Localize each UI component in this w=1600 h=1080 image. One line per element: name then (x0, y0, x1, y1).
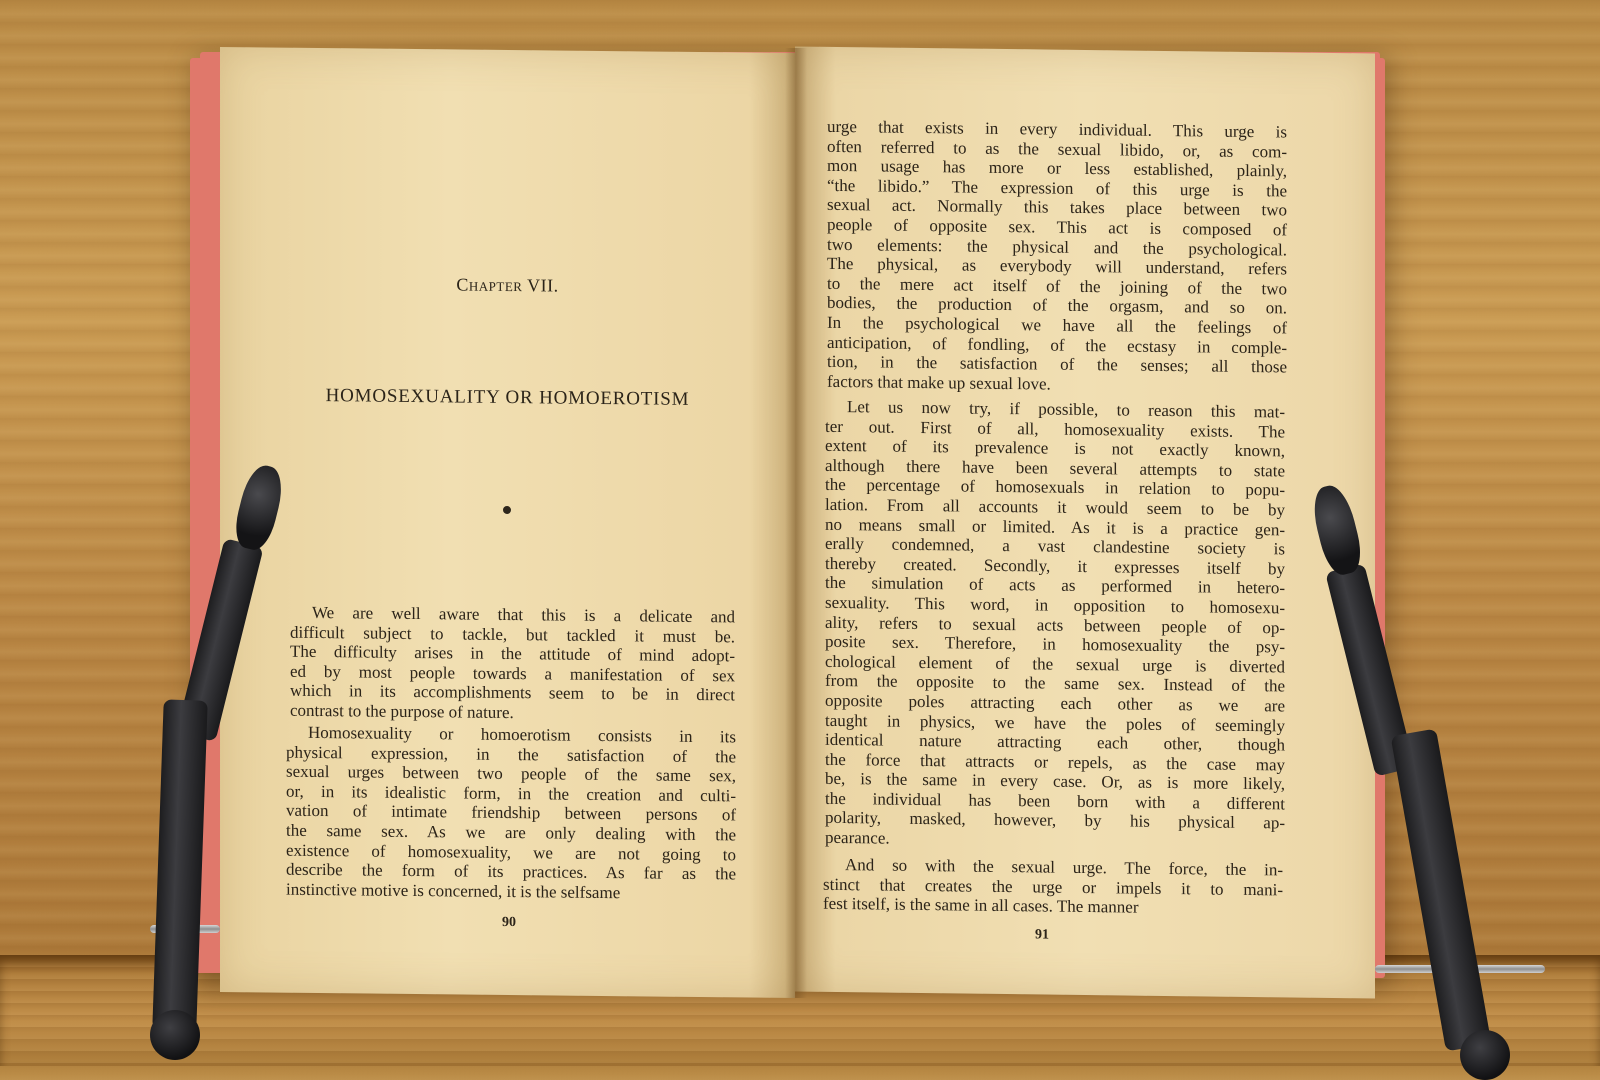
text-line: instinctive motive is concerned, it is the selfsame (286, 879, 621, 902)
text-line: vation of intimate friendship between persons of (286, 801, 736, 825)
text-line: In the psychological we have all the feelings of (827, 312, 1287, 338)
chapter-number: VII. (527, 275, 559, 296)
text-line: stinct that creates the urge or impels it to mani- (823, 874, 1283, 900)
text-line: The difficulty arises in the attitude of mind adopt- (290, 641, 735, 666)
text-line: We are well aware that this is a delicate and (312, 602, 735, 627)
text-line: from the opposite to the same sex. Instead of the (825, 671, 1285, 696)
book-gutter (785, 48, 807, 998)
text-line: fest itself, is the same in all cases. The manner (823, 893, 1139, 917)
stand-knob-right (1460, 1030, 1510, 1080)
text-line: And so with the sexual urge. The force, the in- (845, 855, 1283, 880)
text-line: to the mere act itself of the joining of the two (827, 273, 1287, 299)
text-line: no means small or limited. As it is a practice gen- (825, 514, 1285, 540)
text-line: chological element of the sexual urge is diverted (825, 651, 1285, 677)
text-line: erally condemned, a vast clandestine society is (825, 533, 1285, 559)
text-line: or, in its idealistic form, in the creation and culti- (286, 781, 736, 806)
text-line: difficult subject to tackle, but tackled it must be. (290, 622, 735, 646)
text-line: pearance. (825, 827, 890, 848)
text-line: urge that exists in every individual. This urge is (827, 116, 1287, 142)
chapter-prefix: Chapter (456, 274, 523, 296)
left-page (220, 47, 795, 998)
text-line: often referred to as the sexual libido, or, as com- (827, 136, 1287, 162)
text-line: sexual act. Normally this takes place between two (827, 195, 1287, 220)
text-line: polarity, masked, however, by his physical ap- (825, 808, 1285, 833)
text-line: contrast to the purpose of nature. (290, 700, 514, 723)
text-line: describe the form of its practices. As far as the (286, 859, 736, 884)
text-line: The physical, as everybody will understand, refers (827, 254, 1287, 279)
stand-knob-left (150, 1010, 200, 1060)
text-line: two elements: the physical and the psychological. (827, 234, 1287, 260)
text-line: the same sex. As we are only dealing with the (286, 820, 736, 845)
right-paragraph-1 (827, 117, 1287, 397)
right-paragraph-3 (823, 855, 1283, 919)
text-line: Homosexuality or homoerotism consists in its (308, 722, 736, 747)
text-line: ality, refers to sexual acts between people of op- (825, 612, 1285, 637)
text-line: which in its accomplishments seem to be in direct (290, 681, 735, 705)
text-line: the simulation of acts as performed in hetero- (825, 573, 1285, 598)
chapter-title: HOMOSEXUALITY OR HOMOEROTISM (325, 385, 690, 410)
left-paragraph-1 (290, 603, 735, 725)
page-number-right: 91 (1035, 927, 1049, 943)
text-line: people of opposite sex. This act is composed of (827, 214, 1287, 240)
text-line: mon usage has more or less established, plainly, (827, 156, 1287, 181)
text-line: tion, in the satisfaction of the senses; all those (827, 351, 1287, 377)
text-line: opposite poles attracting each other as we are (825, 690, 1285, 716)
text-line: the percentage of homosexuals in relation to popu- (825, 475, 1285, 500)
text-line: the individual has been born with a different (825, 788, 1285, 814)
text-line: taught in physics, we have the poles of seemingly (825, 710, 1285, 735)
text-line: anticipation, of fondling, of the ecstasy in comple- (827, 332, 1287, 357)
text-line: be, is the same in every case. Or, as is more likely, (825, 769, 1285, 794)
text-line: physical expression, in the satisfaction of the (286, 742, 736, 766)
text-line: extent of its prevalence is not exactly known, (825, 436, 1285, 461)
text-line: posite sex. Therefore, in homosexuality the psy- (825, 631, 1285, 657)
chapter-heading (220, 272, 795, 299)
right-page (795, 46, 1375, 998)
text-line: identical nature attracting each other, though (825, 729, 1285, 755)
text-line: bodies, the production of the orgasm, and so on. (827, 293, 1287, 318)
text-line: ter out. First of all, homosexuality exists. The (825, 416, 1285, 442)
text-line: ed by most people towards a manifestation of sex (290, 661, 735, 686)
text-line: thereby created. Secondly, it expresses itself by (825, 553, 1285, 579)
text-line: Let us now try, if possible, to reason this mat- (847, 397, 1285, 422)
text-line: sexual urges between two people of the same sex, (286, 761, 736, 786)
text-line: “the libido.” The expression of this urge is the (827, 175, 1287, 201)
text-line: lation. From all accounts it would seem to be by (825, 494, 1285, 520)
text-line: although there have been several attempts to state (825, 455, 1285, 481)
left-paragraph-2 (286, 723, 736, 904)
ornament-dot (503, 506, 511, 514)
text-line: existence of homosexuality, we are not going to (286, 840, 736, 864)
text-line: sexuality. This word, in opposition to homosexu- (825, 592, 1285, 618)
text-line: the force that attracts or repels, as the case may (825, 749, 1285, 775)
right-paragraph-2 (825, 397, 1285, 853)
text-line: factors that make up sexual love. (827, 371, 1051, 394)
page-number-left: 90 (502, 914, 516, 931)
